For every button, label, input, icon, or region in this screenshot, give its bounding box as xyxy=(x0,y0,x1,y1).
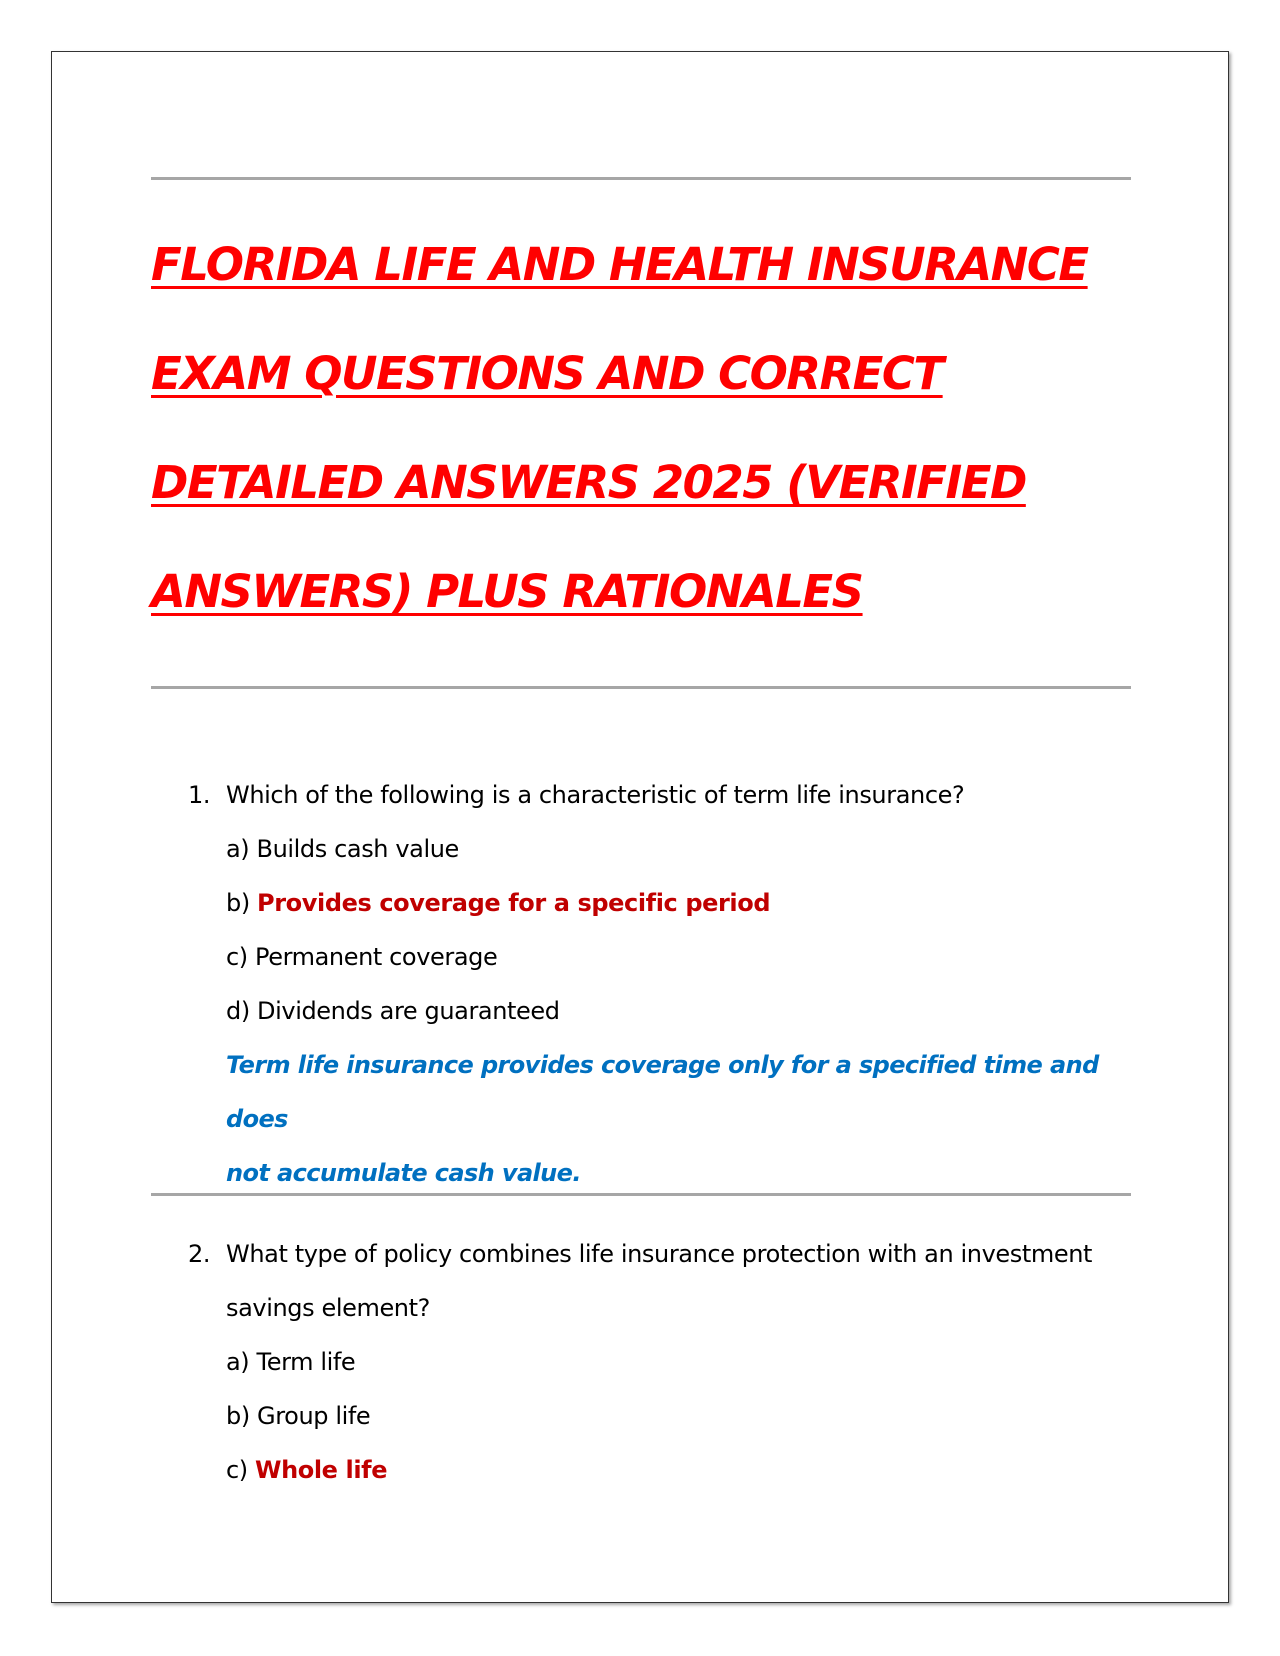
question-number: 1. xyxy=(188,781,211,809)
question-stem xyxy=(188,1227,1138,1335)
option-letter: c) xyxy=(226,1456,248,1484)
option-text: Permanent coverage xyxy=(255,943,498,971)
divider-after-title xyxy=(151,686,1131,689)
answer-option-d xyxy=(226,984,1138,1038)
answer-option-b xyxy=(226,1389,1138,1443)
answer-option-a xyxy=(226,1335,1138,1389)
question-2 xyxy=(188,1227,1138,1497)
rationale-line: Term life insurance provides coverage only for a specified time and does xyxy=(226,1051,1099,1133)
question-number: 2. xyxy=(188,1240,211,1268)
document-title xyxy=(151,210,1151,646)
answer-option-c xyxy=(226,1443,1138,1497)
question-text-line: What type of policy combines life insurance protection with an investment xyxy=(226,1240,1093,1268)
answer-option-c xyxy=(226,930,1138,984)
option-letter: a) xyxy=(226,835,250,863)
option-text: Builds cash value xyxy=(256,835,459,863)
question-text xyxy=(226,1227,1138,1335)
option-letter: a) xyxy=(226,1348,250,1376)
option-letter: b) xyxy=(226,889,250,917)
question-text-line: savings element? xyxy=(226,1294,430,1322)
option-letter: b) xyxy=(226,1402,250,1430)
question-stem xyxy=(188,768,1138,822)
title-line: FLORIDA LIFE AND HEALTH INSURANCE xyxy=(151,238,1088,291)
option-text: Dividends are guaranteed xyxy=(257,997,560,1025)
answer-option-a xyxy=(226,822,1138,876)
answer-option-b xyxy=(226,876,1138,930)
title-line: DETAILED ANSWERS 2025 (VERIFIED xyxy=(151,456,1026,509)
correct-answer-text: Provides coverage for a specific period xyxy=(257,889,771,917)
divider-top xyxy=(151,177,1131,180)
divider-between-questions xyxy=(151,1193,1131,1196)
title-line: EXAM QUESTIONS AND CORRECT xyxy=(151,347,943,400)
option-letter: d) xyxy=(226,997,250,1025)
option-letter: c) xyxy=(226,943,248,971)
rationale-line: not accumulate cash value. xyxy=(226,1159,581,1187)
title-line: ANSWERS) PLUS RATIONALES xyxy=(151,565,863,618)
correct-answer-text: Whole life xyxy=(255,1456,388,1484)
question-1 xyxy=(188,768,1138,1200)
question-text: Which of the following is a characteristic of term life insurance? xyxy=(226,781,965,809)
option-text: Group life xyxy=(257,1402,371,1430)
option-text: Term life xyxy=(256,1348,356,1376)
